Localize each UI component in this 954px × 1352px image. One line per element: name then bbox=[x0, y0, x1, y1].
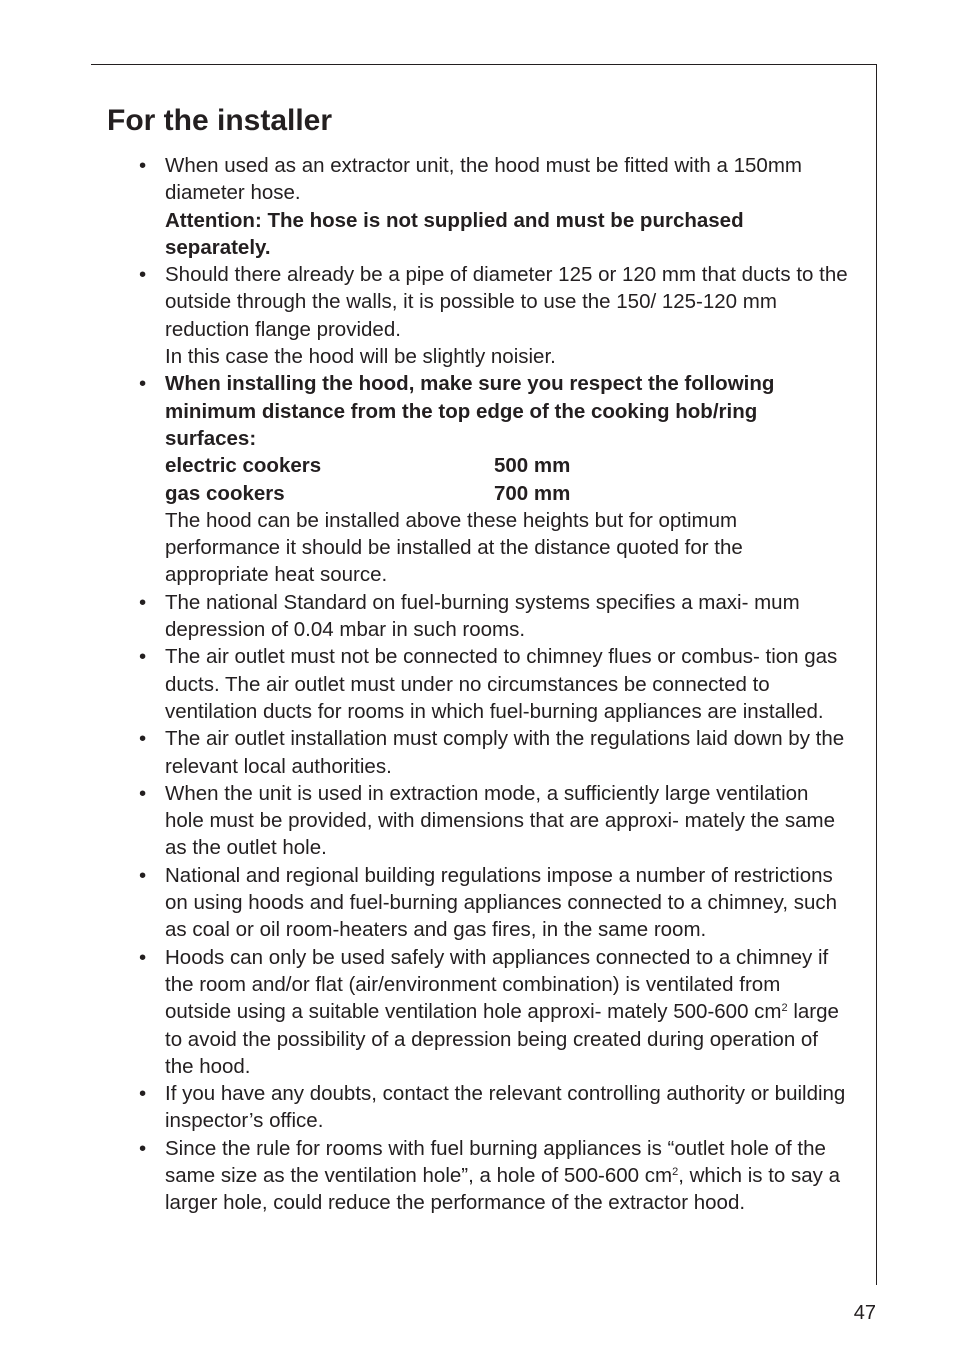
bullet-icon: • bbox=[139, 863, 147, 887]
list-item bbox=[139, 944, 849, 1080]
list-item bbox=[139, 780, 849, 862]
item-text-continued: large to avoid the possibility of a depression being created during operation of the hood. bbox=[165, 1000, 839, 1078]
superscript: 2 bbox=[672, 1165, 679, 1178]
bullet-icon: • bbox=[139, 1136, 147, 1160]
list-item bbox=[139, 643, 849, 725]
attention-text: Attention: The hose is not supplied and must be purchased separately. bbox=[165, 208, 744, 259]
list-item bbox=[139, 370, 849, 588]
list-item bbox=[139, 261, 849, 370]
distance-value: 500 mm bbox=[494, 454, 571, 478]
list-item bbox=[139, 862, 849, 944]
top-rule bbox=[91, 64, 877, 65]
list-item bbox=[139, 152, 849, 261]
item-text: When the unit is used in extraction mode, a sufficiently large ventilation hole must be provided, with dimensions that are approxi- mately the same as the outlet hole. bbox=[165, 781, 836, 860]
superscript: 2 bbox=[781, 1002, 788, 1015]
item-text: When used as an extractor unit, the hood must be fitted with a 150mm diameter hose. bbox=[165, 154, 802, 205]
bullet-icon: • bbox=[139, 645, 147, 669]
item-text: If you have any doubts, contact the relevant controlling authority or building inspector’s office. bbox=[165, 1082, 846, 1133]
item-text: The air outlet must not be connected to chimney flues or combus- tion gas ducts. The air outlet must under no circumstances be connected to ventilation ducts for rooms in which fuel-burning appliances are installed. bbox=[165, 645, 838, 723]
distance-label: gas cookers bbox=[165, 481, 285, 505]
page-title: For the installer bbox=[107, 104, 333, 137]
item-text-continued: , which is to say a larger hole, could reduce the performance of the extractor hood. bbox=[165, 1163, 841, 1215]
list-item bbox=[139, 725, 849, 780]
list-item bbox=[139, 589, 849, 644]
bullet-icon: • bbox=[139, 945, 147, 969]
installer-instructions-list bbox=[139, 152, 849, 1217]
bullet-icon: • bbox=[139, 263, 147, 287]
page-number: 47 bbox=[853, 1302, 876, 1324]
list-item bbox=[139, 1135, 849, 1217]
distance-label: electric cookers bbox=[165, 454, 322, 478]
item-text: Should there already be a pipe of diameter 125 or 120 mm that ducts to the outside through the walls, it is possible to use the 150/ 125-120 mm reduction flange provided. bbox=[165, 263, 848, 341]
bullet-icon: • bbox=[139, 590, 147, 614]
list-item bbox=[139, 1080, 849, 1135]
item-note: In this case the hood will be slightly noisier. bbox=[165, 345, 556, 369]
bullet-icon: • bbox=[139, 1082, 147, 1106]
bullet-icon: • bbox=[139, 727, 147, 751]
item-text: Since the rule for rooms with fuel burning appliances is “outlet hole of the same size as the ventilation hole”, a hole of 500-600 cm bbox=[165, 1136, 826, 1187]
right-rule bbox=[876, 64, 877, 1285]
item-text: The air outlet installation must comply with the regulations laid down by the relevant local authorities. bbox=[165, 727, 845, 778]
distance-row-gas bbox=[165, 480, 849, 507]
bullet-icon: • bbox=[139, 154, 147, 177]
bullet-icon: • bbox=[139, 372, 147, 396]
item-text: National and regional building regulations impose a number of restrictions on using hoods and fuel-burning appliances connected to a chimney, such as coal or oil room-heaters and gas fires, in the same room. bbox=[165, 863, 838, 942]
item-text: Hoods can only be used safely with appliances connected to a chimney if the room and/or flat (air/environment combination) is ventilated from outside using a suitable ventilation hole approxi- mately 500-600 cm bbox=[165, 945, 829, 1024]
distance-intro: When installing the hood, make sure you respect the following minimum distance from the top edge of the cooking hob/ring surfaces: bbox=[165, 372, 775, 450]
item-text: The national Standard on fuel-burning systems specifies a maxi- mum depression of 0.04 mbar in such rooms. bbox=[165, 590, 800, 642]
distance-value: 700 mm bbox=[494, 481, 571, 505]
distance-row-electric bbox=[165, 452, 849, 479]
bullet-icon: • bbox=[139, 781, 147, 805]
item-text: The hood can be installed above these heights but for optimum performance it should be installed at the distance quoted for the appropriate heat source. bbox=[165, 508, 743, 587]
